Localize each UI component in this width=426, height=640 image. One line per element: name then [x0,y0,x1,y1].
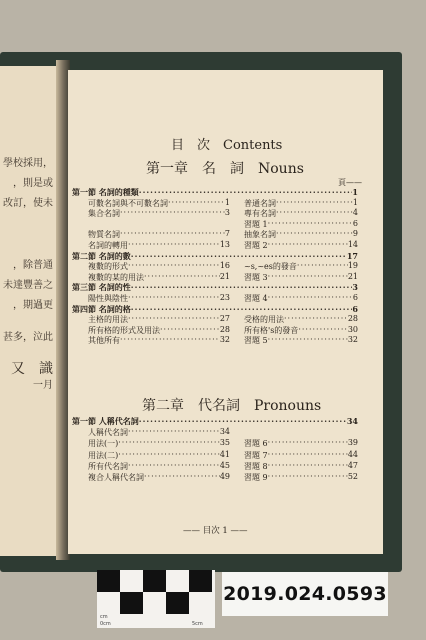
leader-dots [118,450,220,461]
entry-row [88,240,230,251]
leader-dots [297,261,348,272]
scale-black-square [189,570,212,592]
entry-title: 習題 5 [244,336,268,346]
leader-dots [268,461,348,472]
entry-title: 抽象名詞 [244,230,276,240]
section-page: 1 [352,187,358,197]
contents-page [68,70,383,554]
page-label: 頁—— [338,178,362,187]
entry-row [244,461,358,472]
leader-dots [128,293,220,304]
entry-row [88,293,230,304]
entry-page: 4 [352,208,358,218]
leader-dots [120,229,225,240]
section-page: 6 [352,303,358,314]
entry-row [88,472,230,483]
entry-row [88,229,230,240]
entry-page: 3 [224,208,230,218]
leader-dots [139,187,353,198]
section-row [72,304,358,315]
entry-title: 複數的某的用法 [88,272,144,282]
entry-page: 39 [347,438,358,448]
entry-page: 30 [347,324,358,334]
entry-page: 1 [352,197,358,207]
entry-page: 34 [219,427,230,437]
entry-page: 32 [219,335,230,345]
entry-page: 32 [347,335,358,345]
entry-title: 習題 2 [244,241,268,250]
entry-page: 23 [219,293,230,302]
entry-title: 人稱代名詞 [88,428,128,438]
leader-dots [276,208,353,219]
entry-page: 27 [219,314,230,324]
leader-dots [128,240,220,251]
leader-dots [268,450,348,461]
scale-mid-label: 5cm [192,621,203,627]
leader-dots [118,438,220,449]
entry-title: 複數的形式 [88,262,128,272]
entry-page: 14 [347,240,358,249]
entry-row [244,229,358,240]
left-line: ，除普通 [13,260,53,271]
entry-page: 1 [224,197,230,207]
leader-dots [131,251,347,262]
entry-title: 普通名詞 [244,198,276,208]
entry-title: 所有代名詞 [88,461,128,471]
color-scale-bar [97,570,215,628]
leader-dots [268,219,353,230]
toc-title: 目 次 Contents [171,138,283,153]
leader-dots [139,416,347,427]
section-title: 名詞的性 [98,282,131,293]
entry-title: 用法(一) [88,439,119,449]
entry-row [244,219,358,230]
entry-page: 49 [219,472,230,481]
section-label: 第一節 [72,416,96,426]
accession-number-label: 2019.024.0593 [222,572,388,616]
scale-black-square [97,570,120,592]
entry-row [244,314,358,325]
entry-row [244,261,358,272]
entry-page: 52 [347,472,358,481]
scale-start-label: 0cm [100,621,111,627]
section-row [72,282,358,293]
scale-black-square [143,570,166,592]
section-page: 34 [346,416,358,426]
entry-row [88,272,230,283]
entry-title: 習題 4 [244,294,268,303]
entry-page: 19 [347,261,358,271]
section-label: 第四節 [72,303,96,314]
entry-row [244,325,358,336]
leader-dots [276,198,353,209]
entry-row [244,240,358,251]
left-line: 一月 [33,380,53,391]
entry-page: 28 [347,314,358,324]
entry-page: 28 [219,324,230,334]
entry-title: 其他所有 [88,336,120,346]
entry-page: 7 [224,229,230,239]
leader-dots [128,261,220,272]
chapter2-heading: 第二章 代名詞 Pronouns [142,398,322,414]
entry-page: 9 [352,229,358,239]
entry-row [244,198,358,209]
entry-row [88,325,230,336]
leader-dots [268,335,348,346]
scale-black-square [166,592,189,614]
entry-title: 習題 9 [244,473,268,482]
leader-dots [120,335,220,346]
leader-dots [131,282,353,293]
leader-dots [131,304,353,315]
scale-unit-label: cm [100,614,108,620]
leader-dots [128,314,220,325]
leader-dots [268,472,348,483]
entry-page: 35 [219,438,230,448]
entry-title: 習題 1 [244,219,268,229]
entry-title: 用法(二) [88,450,119,460]
left-line: 又 識 [11,361,53,377]
leader-dots [268,240,348,251]
entry-title: 習題 8 [244,461,268,471]
entry-title: ~s,~es的發音 [244,262,297,272]
entry-page: 6 [352,293,358,302]
left-line: 改訂，使未 [3,198,53,209]
section-title: 名詞的數 [98,250,131,261]
section-label: 第二節 [72,250,96,261]
entry-row [88,314,230,325]
leader-dots [284,314,348,325]
entry-title: 所有格的形式及用法 [88,325,160,335]
left-line: 學校採用， [3,158,53,169]
entry-row [88,198,230,209]
left-line: 甚多，泣此 [3,332,53,343]
entry-row [88,208,230,219]
entry-page: 44 [347,449,358,459]
entry-title: 習題 3 [244,272,268,282]
entry-row [244,293,358,304]
left-line: ，期過更 [13,300,53,311]
scale-black-square [120,592,143,614]
entry-row [88,261,230,272]
entry-title: 複合人稱代名詞 [88,473,144,482]
leader-dots [268,293,353,304]
entry-row [88,461,230,472]
entry-title: 可數名詞與不可數名詞 [88,198,168,208]
leader-dots [168,198,225,209]
left-line: 未達豐善之 [3,280,53,291]
entry-title: 名詞的轉用 [88,241,128,250]
entry-page: 41 [219,449,230,459]
leader-dots [128,427,220,438]
section-row [72,251,358,262]
chapter1-heading: 第一章 名 詞 Nouns [146,161,304,177]
entry-row [244,272,358,283]
leader-dots [144,472,220,483]
entry-page: 21 [219,271,230,281]
entry-row [244,208,358,219]
entry-page: 16 [219,261,230,271]
section-page: 3 [352,282,358,293]
entry-page: 21 [347,271,358,281]
page-footer: —— 目次 1 —— [183,526,248,536]
entry-title: 集合名詞 [88,209,120,219]
entry-row [244,450,358,461]
entry-page: 47 [347,460,358,470]
left-page [0,66,56,556]
section-title: 名詞的格 [98,303,131,314]
entry-page: 45 [219,460,230,470]
section-title: 名詞的種類 [98,187,139,197]
section-title: 人稱代名詞 [98,416,139,426]
entry-row [244,438,358,449]
leader-dots [298,325,348,336]
entry-title: 專有名詞 [244,209,276,219]
section-label: 第三節 [72,282,96,293]
entry-row [244,335,358,346]
entry-row [88,450,230,461]
entry-title: 所有格's的發音 [244,325,299,335]
entry-page: 13 [219,240,230,249]
entry-row [88,427,230,438]
leader-dots [160,325,220,336]
left-line: ，則是或 [13,178,53,189]
section-label: 第一節 [72,187,96,197]
leader-dots [268,272,348,283]
entry-title: 習題 6 [244,439,268,449]
section-row [72,187,358,198]
entry-title: 習題 7 [244,450,268,460]
entry-row [88,438,230,449]
entry-title: 主格的用法 [88,315,128,325]
leader-dots [276,229,353,240]
entry-title: 陽性與陰性 [88,294,128,303]
section-page: 17 [346,250,358,261]
entry-page: 6 [352,218,358,228]
leader-dots [128,461,220,472]
leader-dots [144,272,220,283]
leader-dots [120,208,225,219]
leader-dots [268,438,348,449]
entry-title: 物質名詞 [88,230,120,240]
entry-row [244,472,358,483]
entry-title: 受格的用法 [244,315,284,325]
entry-row [88,335,230,346]
section-row [72,416,358,427]
